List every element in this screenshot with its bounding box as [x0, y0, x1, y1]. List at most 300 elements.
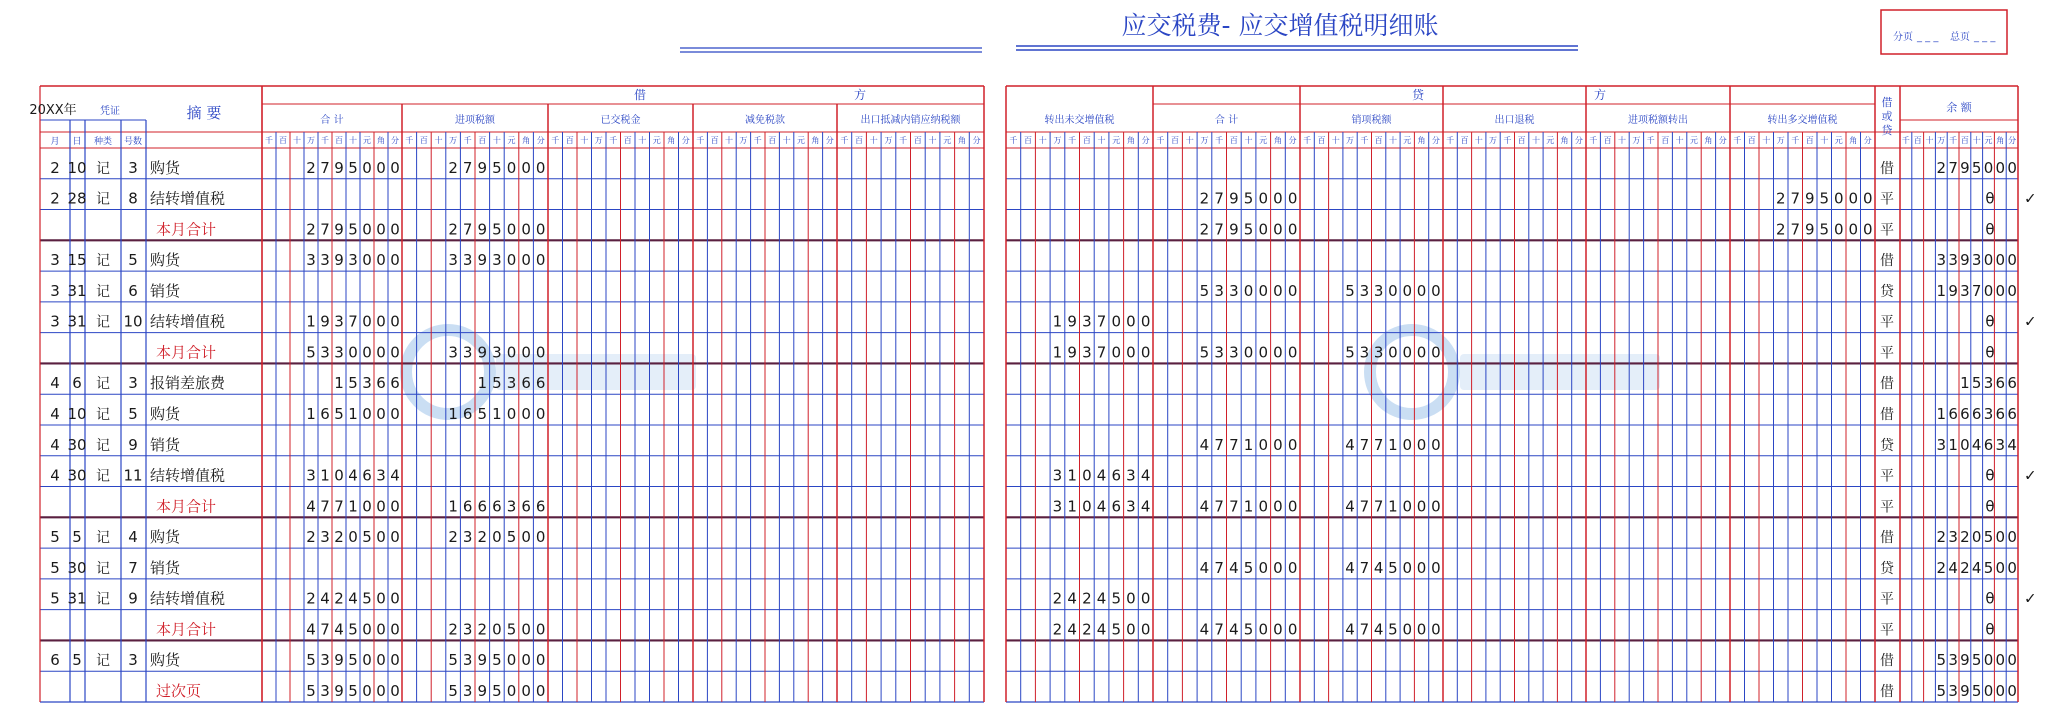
amount-digit: 9 — [477, 682, 488, 700]
digit-unit-label: 千 — [1156, 136, 1165, 145]
entry-balance-zero: θ — [1985, 343, 1995, 362]
amount-digit: 0 — [390, 312, 400, 331]
amount-digit: 2 — [1775, 220, 1786, 239]
entry-summary: 结转增值税 — [150, 466, 226, 485]
entry-month: 4 — [50, 374, 60, 393]
amount-digit: 5 — [348, 682, 358, 700]
amount-digit: 0 — [535, 682, 546, 700]
amount-digit: 5 — [1388, 620, 1398, 639]
amount-digit: 1 — [1243, 435, 1254, 454]
digit-unit-label: 十 — [1244, 136, 1253, 145]
entry-day: 10 — [67, 405, 87, 423]
amount-digit: 5 — [348, 651, 358, 670]
amount-digit: 3 — [320, 251, 330, 270]
amount-digit: 5 — [506, 528, 517, 547]
amount-digit: 0 — [1862, 189, 1873, 208]
amount-digit: 6 — [376, 374, 386, 393]
digit-unit-label: 千 — [840, 136, 849, 145]
amount-digit: 3 — [1052, 497, 1063, 516]
amount-digit: 3 — [1948, 682, 1958, 700]
amount-digit: 1 — [306, 405, 316, 423]
entry-month: 4 — [50, 435, 60, 454]
entry-voucher-type: 记 — [96, 560, 110, 577]
digit-unit-label: 角 — [522, 136, 531, 145]
amount-digit: 0 — [362, 497, 372, 516]
digit-unit-label: 分 — [825, 136, 834, 145]
amount-digit: 7 — [1359, 558, 1370, 577]
amount-digit: 4 — [1199, 435, 1210, 454]
amount-digit: 4 — [1140, 497, 1151, 516]
amount-digit: 0 — [1416, 620, 1427, 639]
digit-unit-label: 万 — [884, 136, 893, 145]
digit-unit-label: 角 — [811, 136, 820, 145]
digit-unit-label: 千 — [1009, 136, 1018, 145]
amount-digit: 4 — [1948, 558, 1958, 577]
amount-digit: 0 — [1140, 589, 1151, 608]
amount-digit: 9 — [334, 651, 344, 670]
amount-digit: 3 — [448, 343, 458, 362]
digit-unit-label: 分 — [1574, 136, 1583, 145]
amount-digit: 2 — [448, 220, 458, 239]
digit-unit-label: 十 — [928, 136, 937, 145]
entry-voucher-number: 3 — [128, 651, 138, 670]
amount-digit: 6 — [1995, 374, 2006, 393]
amount-digit: 5 — [1936, 682, 1947, 700]
amount-digit: 9 — [1960, 682, 1970, 700]
digit-unit-label: 角 — [667, 136, 676, 145]
amount-digit: 0 — [535, 651, 546, 670]
amount-digit: 5 — [1971, 682, 1982, 700]
credit-title: 贷 — [1411, 88, 1425, 102]
amount-digit: 2 — [448, 528, 458, 547]
number-label: 号数 — [123, 137, 143, 147]
amount-digit: 4 — [390, 466, 400, 485]
amount-digit: 6 — [1111, 466, 1122, 485]
amount-digit: 9 — [1804, 189, 1815, 208]
digit-unit-label: 千 — [1503, 136, 1512, 145]
amount-digit: 0 — [1273, 281, 1283, 300]
digit-unit-label: 万 — [1200, 136, 1209, 145]
amount-digit: 6 — [462, 405, 473, 423]
total-page-label: 总页 — [1950, 32, 1970, 43]
digit-unit-label: 十 — [349, 136, 357, 145]
digit-unit-label: 万 — [307, 136, 315, 145]
amount-digit: 0 — [1258, 343, 1269, 362]
amount-digit: 7 — [1373, 435, 1384, 454]
digit-unit-label: 分 — [1863, 136, 1872, 145]
amount-digit: 7 — [348, 312, 358, 331]
amount-digit: 0 — [1995, 682, 2006, 700]
amount-digit: 0 — [521, 405, 531, 423]
credit-column-header: 出口退税 — [1494, 115, 1535, 126]
amount-digit: 0 — [1273, 620, 1283, 639]
page-title: 应交税费- 应交增值税明细账 — [1121, 11, 1439, 40]
amount-digit: 5 — [1819, 189, 1830, 208]
entry-month: 3 — [50, 281, 60, 300]
amount-digit: 7 — [1359, 620, 1370, 639]
amount-digit: 7 — [1229, 497, 1239, 516]
amount-digit: 0 — [390, 497, 400, 516]
amount-digit: 0 — [362, 405, 372, 423]
digit-unit-label: 百 — [565, 136, 574, 145]
amount-digit: 3 — [1082, 343, 1092, 362]
amount-digit: 1 — [1052, 343, 1063, 362]
entry-day: 15 — [67, 251, 87, 270]
digit-unit-label: 百 — [1317, 136, 1326, 145]
amount-digit: 3 — [1373, 281, 1384, 300]
amount-digit: 1 — [448, 405, 458, 423]
amount-digit: 0 — [390, 220, 400, 239]
amount-digit: 9 — [1229, 189, 1239, 208]
entry-summary: 销货 — [150, 281, 181, 300]
amount-digit: 0 — [1431, 343, 1441, 362]
amount-digit: 0 — [1258, 620, 1269, 639]
digit-unit-label: 十 — [1097, 136, 1106, 145]
digit-unit-label: 千 — [1360, 136, 1369, 145]
entry-day: 10 — [67, 158, 87, 177]
entry-summary: 购货 — [150, 158, 181, 177]
amount-digit: 0 — [1995, 528, 2006, 547]
amount-digit: 6 — [362, 466, 372, 485]
amount-digit: 3 — [462, 343, 473, 362]
amount-digit: 3 — [1052, 466, 1063, 485]
amount-digit: 0 — [535, 343, 546, 362]
amount-digit: 2 — [1936, 158, 1947, 177]
digit-unit-label: 十 — [1820, 136, 1829, 145]
amount-digit: 2 — [306, 589, 316, 608]
digit-unit-label: 分 — [1431, 136, 1440, 145]
amount-digit: 2 — [477, 528, 488, 547]
entry-direction: 平 — [1880, 314, 1894, 331]
digit-unit-label: 万 — [449, 136, 458, 145]
entry-day: 30 — [67, 558, 87, 577]
entry-voucher-number: 4 — [128, 528, 138, 547]
amount-digit: 0 — [1287, 558, 1298, 577]
amount-digit: 3 — [1983, 405, 1994, 423]
entry-day: 6 — [72, 374, 82, 393]
digit-unit-label: 千 — [463, 136, 472, 145]
amount-digit: 3 — [1936, 435, 1947, 454]
amount-digit: 1 — [1960, 374, 1970, 393]
entry-voucher-type: 记 — [96, 530, 110, 547]
entry-summary: 购货 — [150, 528, 181, 547]
digit-unit-label: 千 — [753, 136, 762, 145]
amount-digit: 9 — [477, 158, 488, 177]
digit-unit-label: 十 — [1474, 136, 1483, 145]
amount-digit: 0 — [521, 251, 531, 270]
entry-voucher-type: 记 — [96, 160, 110, 177]
amount-digit: 4 — [1199, 620, 1210, 639]
amount-digit: 0 — [1848, 189, 1859, 208]
amount-digit: 0 — [1287, 220, 1298, 239]
digit-unit-label: 分 — [1141, 136, 1150, 145]
amount-digit: 9 — [477, 251, 488, 270]
amount-digit: 9 — [334, 220, 344, 239]
table-row — [50, 374, 2017, 392]
amount-digit: 0 — [1983, 158, 1994, 177]
digit-unit-label: 百 — [1913, 136, 1922, 145]
amount-digit: 0 — [362, 312, 372, 331]
amount-digit: 5 — [1111, 620, 1122, 639]
amount-digit: 0 — [1833, 189, 1844, 208]
amount-digit: 3 — [1948, 528, 1958, 547]
amount-digit: 0 — [521, 343, 531, 362]
digit-unit-label: 十 — [1038, 136, 1047, 145]
amount-digit: 6 — [477, 497, 488, 516]
amount-digit: 0 — [1111, 312, 1122, 331]
digit-unit-label: 百 — [913, 136, 922, 145]
amount-digit: 5 — [334, 405, 344, 423]
amount-digit: 3 — [1948, 651, 1958, 670]
amount-digit: 0 — [1402, 281, 1413, 300]
digit-unit-label: 千 — [1446, 136, 1455, 145]
amount-digit: 0 — [1082, 466, 1092, 485]
amount-digit: 1 — [348, 405, 358, 423]
digit-unit-label: 千 — [1949, 136, 1958, 145]
digit-unit-label: 百 — [1460, 136, 1469, 145]
amount-digit: 1 — [306, 312, 316, 331]
year-label: 20XX年 — [29, 103, 77, 118]
digit-unit-label: 百 — [1960, 136, 1969, 145]
amount-digit: 4 — [1373, 620, 1384, 639]
amount-digit: 5 — [1971, 651, 1982, 670]
amount-digit: 0 — [376, 651, 386, 670]
digit-unit-label: 百 — [1661, 136, 1670, 145]
entry-voucher-type: 记 — [96, 253, 110, 270]
amount-digit: 0 — [535, 251, 546, 270]
amount-digit: 3 — [320, 682, 330, 700]
amount-digit: 4 — [348, 466, 358, 485]
amount-digit: 3 — [320, 343, 330, 362]
amount-digit: 5 — [492, 651, 502, 670]
digit-unit-label: 百 — [478, 136, 487, 145]
entry-day: 28 — [67, 189, 87, 208]
amount-digit: 0 — [1431, 497, 1441, 516]
amount-digit: 5 — [348, 374, 358, 393]
amount-digit: 4 — [306, 620, 316, 639]
transfer-column-header: 转出未交增值税 — [1044, 115, 1115, 126]
entry-direction: 贷 — [1880, 283, 1894, 300]
amount-digit: 6 — [1983, 435, 1994, 454]
digit-unit-label: 千 — [1733, 136, 1742, 145]
amount-digit: 0 — [390, 343, 400, 362]
entry-voucher-number: 3 — [128, 374, 138, 393]
amount-digit: 3 — [1229, 343, 1239, 362]
entry-voucher-number: 5 — [128, 405, 138, 423]
digit-unit-label: 万 — [1937, 136, 1946, 145]
digit-unit-label: 十 — [492, 136, 501, 145]
amount-digit: 5 — [492, 220, 502, 239]
check-mark-icon: ✓ — [2024, 189, 2037, 208]
amount-digit: 4 — [1229, 558, 1239, 577]
amount-digit: 7 — [320, 220, 330, 239]
credit-column-header: 销项税额 — [1351, 115, 1392, 126]
amount-digit: 4 — [1345, 497, 1355, 516]
amount-digit: 5 — [448, 682, 458, 700]
entry-balance-zero: θ — [1985, 497, 1995, 516]
amount-digit: 0 — [1402, 343, 1413, 362]
amount-digit: 0 — [1431, 558, 1441, 577]
amount-digit: 0 — [348, 343, 358, 362]
digit-unit-label: 元 — [1834, 136, 1843, 145]
amount-digit: 0 — [2007, 651, 2017, 670]
amount-digit: 0 — [521, 651, 531, 670]
digit-unit-label: 千 — [1901, 136, 1910, 145]
amount-digit: 0 — [1243, 281, 1254, 300]
digit-unit-label: 元 — [943, 136, 952, 145]
amount-digit: 0 — [1416, 435, 1427, 454]
table-row — [50, 651, 2017, 669]
credit-title: 方 — [1593, 88, 1607, 102]
entry-direction: 平 — [1880, 499, 1894, 516]
amount-digit: 0 — [1983, 651, 1994, 670]
amount-digit: 5 — [1983, 528, 1994, 547]
entry-direction: 借 — [1880, 160, 1894, 177]
amount-digit: 2 — [306, 220, 316, 239]
entry-direction: 平 — [1880, 191, 1894, 208]
amount-digit: 3 — [1126, 497, 1136, 516]
amount-digit: 3 — [492, 251, 502, 270]
credit-column-header: 转出多交增值税 — [1767, 115, 1838, 126]
amount-digit: 0 — [348, 528, 358, 547]
digit-unit-label: 万 — [1489, 136, 1498, 145]
amount-digit: 5 — [348, 158, 358, 177]
amount-digit: 0 — [1431, 620, 1441, 639]
digit-unit-label: 百 — [1747, 136, 1756, 145]
digit-unit-label: 千 — [1303, 136, 1312, 145]
digit-unit-label: 角 — [1126, 136, 1135, 145]
amount-digit: 1 — [477, 374, 488, 393]
amount-digit: 6 — [462, 497, 473, 516]
amount-digit: 3 — [306, 466, 316, 485]
amount-digit: 4 — [306, 497, 316, 516]
entry-month: 5 — [50, 528, 60, 547]
digit-unit-label: 千 — [696, 136, 705, 145]
amount-digit: 0 — [1140, 620, 1151, 639]
amount-digit: 0 — [1273, 189, 1283, 208]
entry-voucher-number: 9 — [128, 435, 138, 454]
entry-day: 31 — [67, 589, 87, 608]
amount-digit: 0 — [1995, 651, 2006, 670]
amount-digit: 5 — [492, 682, 502, 700]
amount-digit: 5 — [477, 405, 488, 423]
amount-digit: 3 — [462, 682, 473, 700]
amount-digit: 0 — [1995, 158, 2006, 177]
debit-column-header: 合 计 — [320, 115, 344, 126]
amount-digit: 3 — [1126, 466, 1136, 485]
debit-column-header: 出口抵减内销应纳税额 — [860, 115, 961, 126]
entry-direction: 平 — [1880, 468, 1894, 485]
amount-digit: 0 — [390, 620, 400, 639]
digit-unit-label: 千 — [321, 136, 329, 145]
amount-digit: 0 — [535, 405, 546, 423]
entry-direction: 贷 — [1880, 560, 1894, 577]
amount-digit: 0 — [492, 528, 502, 547]
amount-digit: 0 — [521, 528, 531, 547]
amount-digit: 0 — [1862, 220, 1873, 239]
amount-digit: 5 — [1388, 558, 1398, 577]
amount-digit: 7 — [1948, 158, 1958, 177]
amount-digit: 2 — [448, 620, 458, 639]
amount-digit: 4 — [1971, 558, 1982, 577]
digit-unit-label: 元 — [363, 136, 371, 145]
entry-summary: 过次页 — [156, 682, 202, 700]
entry-summary: 本月合计 — [156, 497, 217, 516]
entry-month: 5 — [50, 558, 60, 577]
digit-unit-label: 万 — [739, 136, 748, 145]
table-row — [156, 682, 2017, 700]
balance-header: 余 额 — [1946, 101, 1972, 114]
amount-digit: 5 — [306, 651, 316, 670]
digit-unit-label: 元 — [1546, 136, 1555, 145]
entry-direction: 借 — [1880, 253, 1894, 270]
amount-digit: 3 — [1983, 374, 1994, 393]
amount-digit: 7 — [1214, 220, 1224, 239]
digit-unit-label: 角 — [1704, 136, 1713, 145]
amount-digit: 5 — [1199, 281, 1210, 300]
amount-digit: 6 — [1948, 405, 1958, 423]
amount-digit: 0 — [362, 682, 372, 700]
amount-digit: 0 — [2007, 251, 2017, 270]
amount-digit: 0 — [1140, 343, 1151, 362]
digit-unit-label: 千 — [899, 136, 908, 145]
amount-digit: 3 — [1373, 343, 1384, 362]
digit-unit-label: 十 — [1185, 136, 1194, 145]
entry-month: 6 — [50, 651, 60, 670]
amount-digit: 0 — [390, 651, 400, 670]
amount-digit: 0 — [1140, 312, 1151, 331]
amount-digit: 0 — [362, 651, 372, 670]
amount-digit: 1 — [1388, 497, 1398, 516]
amount-digit: 0 — [1287, 435, 1298, 454]
amount-digit: 0 — [390, 589, 400, 608]
amount-digit: 5 — [1111, 589, 1122, 608]
amount-digit: 7 — [320, 620, 330, 639]
amount-digit: 7 — [1359, 435, 1370, 454]
amount-digit: 0 — [390, 528, 400, 547]
amount-digit: 0 — [1287, 189, 1298, 208]
amount-digit: 9 — [1948, 281, 1958, 300]
entry-voucher-type: 记 — [96, 468, 110, 485]
digit-unit-label: 元 — [652, 136, 661, 145]
table-row — [50, 436, 2017, 454]
amount-digit: 0 — [362, 220, 372, 239]
check-mark-icon: ✓ — [2024, 312, 2037, 331]
digit-unit-label: 万 — [1346, 136, 1355, 145]
amount-digit: 0 — [2007, 528, 2017, 547]
entry-voucher-type: 记 — [96, 653, 110, 670]
amount-digit: 0 — [2007, 281, 2017, 300]
entry-day: 31 — [67, 281, 87, 300]
page-number-box — [1881, 10, 2007, 54]
entry-voucher-type: 记 — [96, 407, 110, 423]
amount-digit: 5 — [306, 682, 316, 700]
debit-title: 借 — [633, 88, 647, 102]
amount-digit: 9 — [1960, 158, 1970, 177]
digit-unit-label: 百 — [1082, 136, 1091, 145]
digit-unit-label: 百 — [1517, 136, 1526, 145]
amount-digit: 0 — [376, 620, 386, 639]
amount-digit: 5 — [348, 220, 358, 239]
amount-digit: 0 — [1258, 189, 1269, 208]
amount-digit: 4 — [1140, 466, 1151, 485]
amount-digit: 3 — [334, 312, 344, 331]
entry-day: 30 — [67, 435, 87, 454]
amount-digit: 5 — [1199, 343, 1210, 362]
amount-digit: 0 — [1995, 281, 2006, 300]
digit-unit-label: 千 — [405, 136, 414, 145]
amount-digit: 0 — [1082, 497, 1092, 516]
